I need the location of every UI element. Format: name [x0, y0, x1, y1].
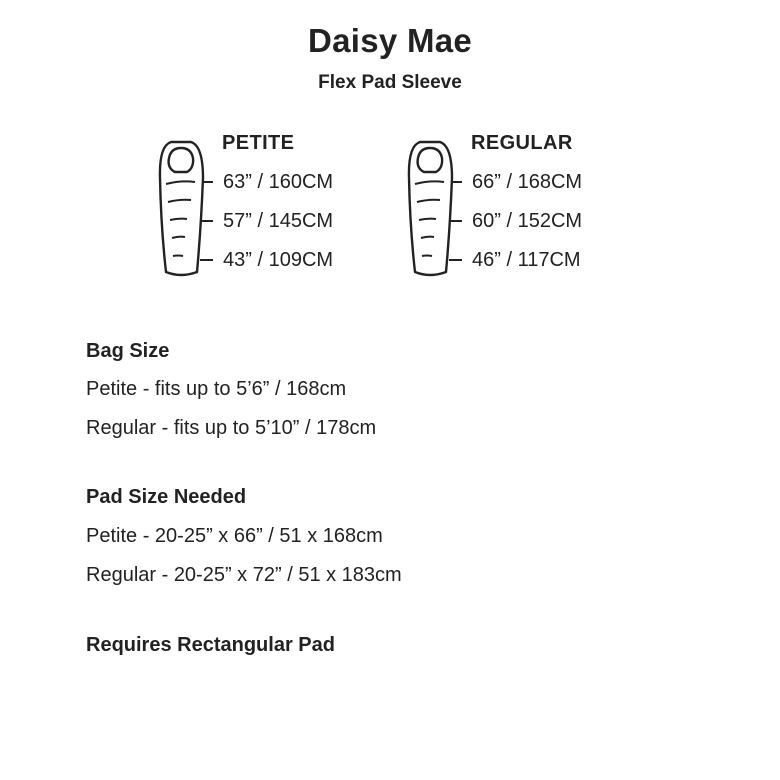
pad-size-regular: Regular - 20-25” x 72” / 51 x 183cm [86, 564, 402, 586]
measurement-petite-3: 43” / 109CM [223, 249, 334, 271]
sleeping-bag-icon [406, 138, 462, 278]
bag-size-heading: Bag Size [86, 340, 170, 362]
sleeping-bag-icon [157, 138, 213, 278]
size-name-regular: REGULAR [471, 132, 573, 154]
measurement-petite-2: 57” / 145CM [223, 210, 334, 232]
size-block-regular [406, 128, 666, 288]
requirement-note: Requires Rectangular Pad [86, 634, 335, 656]
size-block-petite [157, 128, 417, 288]
pad-size-heading: Pad Size Needed [86, 486, 247, 508]
measurement-regular-2: 60” / 152CM [472, 210, 583, 232]
bag-size-regular: Regular - fits up to 5’10” / 178cm [86, 417, 377, 439]
size-name-petite: PETITE [222, 132, 295, 154]
page-subtitle: Flex Pad Sleeve [318, 72, 462, 93]
bag-size-petite: Petite - fits up to 5’6” / 168cm [86, 378, 347, 400]
measurement-regular-3: 46” / 117CM [472, 249, 581, 271]
measurement-petite-1: 63” / 160CM [223, 171, 334, 193]
pad-size-petite: Petite - 20-25” x 66” / 51 x 168cm [86, 525, 383, 547]
measurement-regular-1: 66” / 168CM [472, 171, 583, 193]
page-title: Daisy Mae [307, 22, 473, 59]
